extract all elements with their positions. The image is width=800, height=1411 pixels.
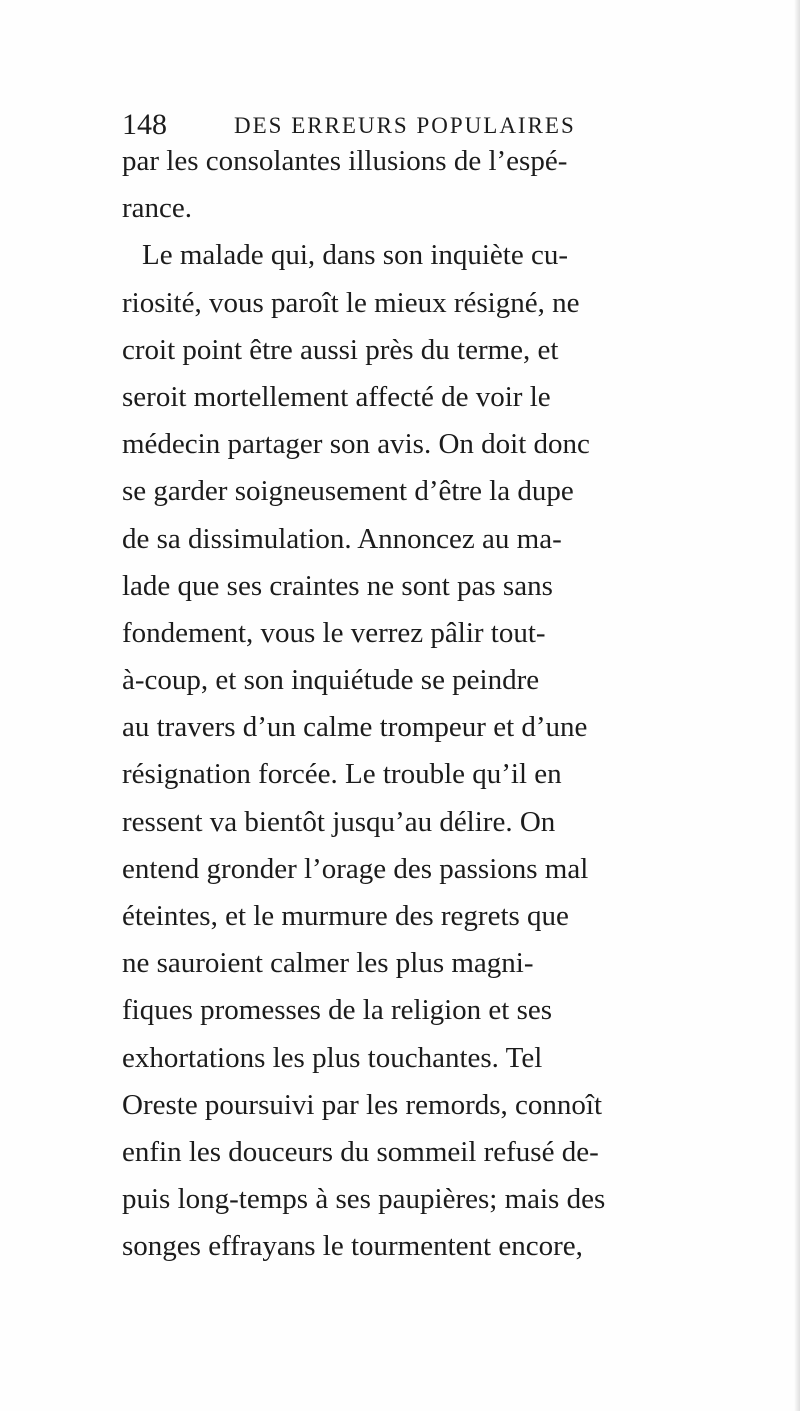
text-line: médecin partager son avis. On doit donc: [122, 428, 590, 461]
text-line: songes effrayans le tourmentent encore,: [122, 1230, 583, 1263]
text-line: à-coup, et son inquiétude se peindre: [122, 664, 540, 697]
body-text: [122, 138, 800, 1271]
text-line: par les consolantes illusions de l’espé-: [122, 145, 568, 177]
text-line: entend gronder l’orage des passions mal: [122, 852, 589, 885]
text-line: se garder soigneusement d’être la dupe: [122, 475, 574, 508]
text-line: enfin les douceurs du sommeil refusé de-: [122, 1135, 599, 1168]
text-line: ressent va bientôt jusqu’au délire. On: [122, 805, 556, 838]
text-line: Oreste poursuivi par les remords, connoît: [122, 1088, 603, 1121]
text-line: seroit mortellement affecté de voir le: [122, 380, 551, 413]
running-title: DES ERREURS POPULAIRES: [234, 113, 576, 138]
text-line: de sa dissimulation. Annoncez au ma-: [122, 522, 562, 555]
text-line: exhortations les plus touchantes. Tel: [122, 1041, 543, 1074]
text-line: au travers d’un calme trompeur et d’une: [122, 711, 588, 744]
text-line: riosité, vous paroît le mieux résigné, ne: [122, 286, 580, 319]
text-line: fiques promesses de la religion et ses: [122, 994, 553, 1027]
text-line: lade que ses craintes ne sont pas sans: [122, 569, 553, 602]
text-line: puis long-temps à ses paupières; mais des: [122, 1183, 606, 1216]
text-line: fondement, vous le verrez pâlir tout-: [122, 616, 546, 649]
text-line: Le malade qui, dans son inquiète cu-: [142, 239, 569, 272]
text-line: résignation forcée. Le trouble qu’il en: [122, 758, 562, 791]
text-line: croit point être aussi près du terme, et: [122, 333, 559, 366]
text-line: éteintes, et le murmure des regrets que: [122, 900, 569, 932]
text-line: ne sauroient calmer les plus magni-: [122, 947, 534, 980]
page-number: 148: [122, 108, 167, 141]
text-line: rance.: [122, 192, 193, 225]
